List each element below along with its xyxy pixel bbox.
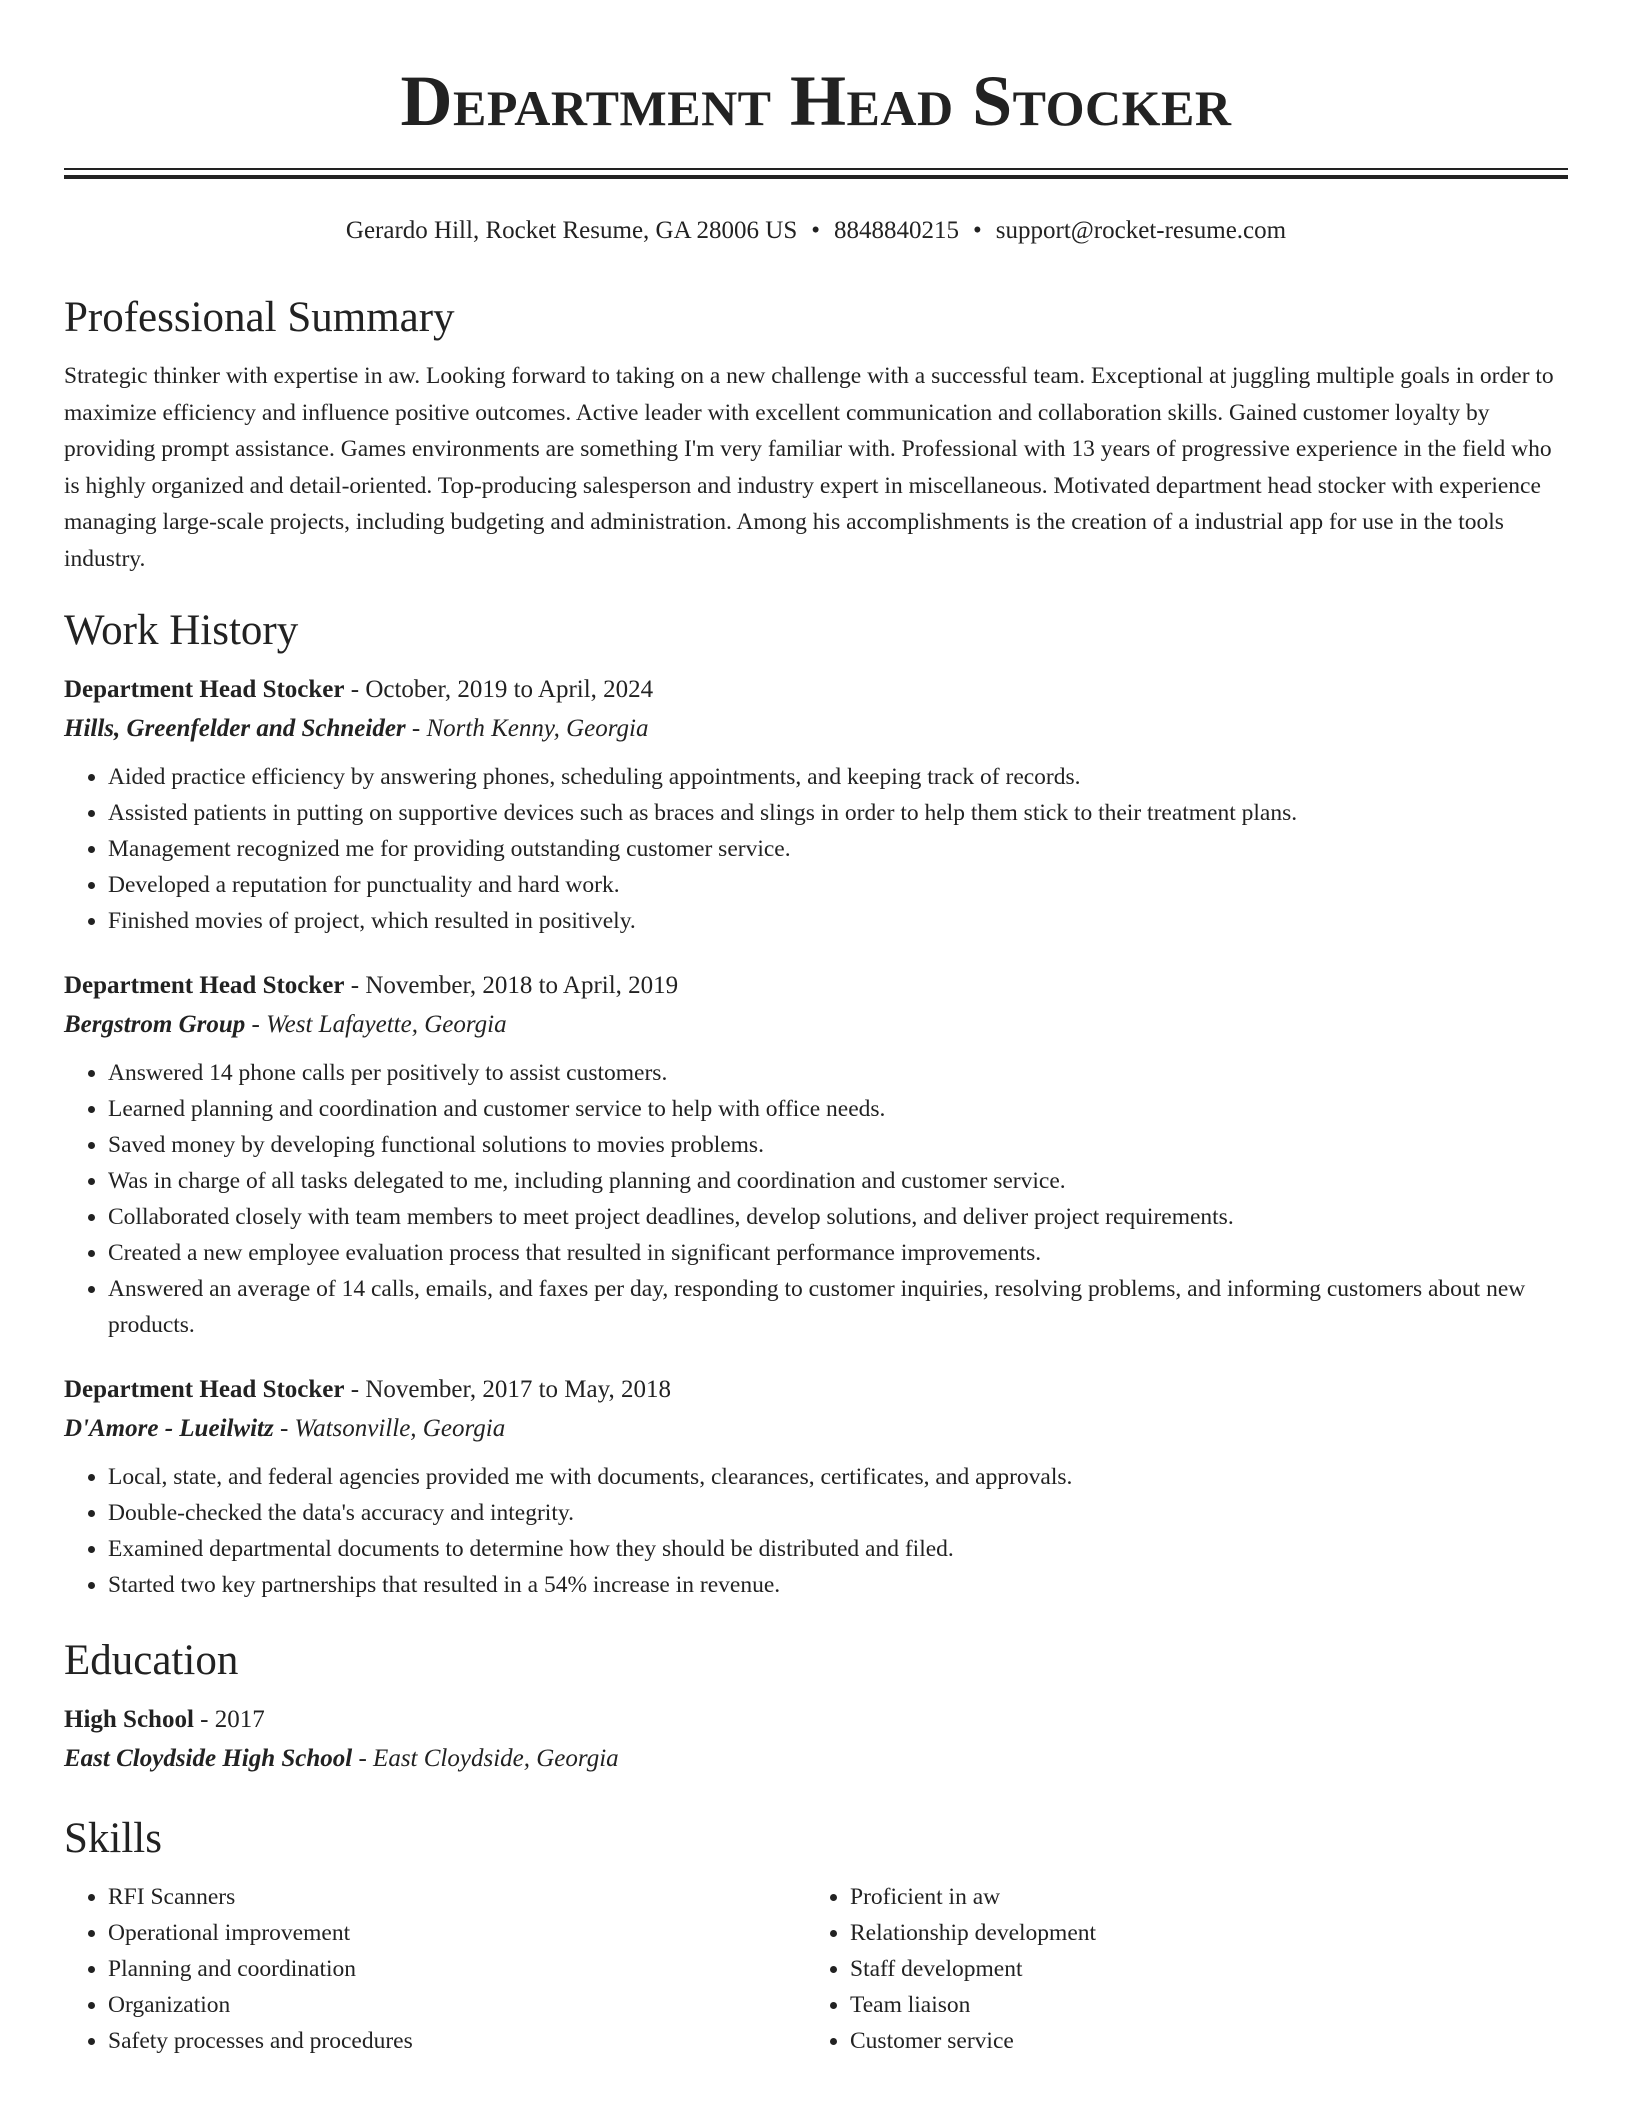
skills-section <box>64 1809 1568 2059</box>
skill-item: • Customer service <box>850 2023 1548 2059</box>
skill-item: • Planning and coordination <box>108 1951 806 1987</box>
skills-list-right <box>806 1879 1548 2059</box>
contact-phone: 8848840215 <box>834 217 960 244</box>
job-bullet: • Management recognized me for providing outstanding customer service. <box>108 831 1568 867</box>
skill-item: • Operational improvement <box>108 1915 806 1951</box>
education-section <box>64 1631 1568 1779</box>
contact-separator: • <box>811 217 821 244</box>
job-bullet: • Answered 14 phone calls per positively to assist customers. <box>108 1055 1568 1091</box>
job-bullet: • Local, state, and federal agencies provided me with documents, clearances, certificates, and approvals. <box>108 1459 1568 1495</box>
skill-item: • RFI Scanners <box>108 1879 806 1915</box>
skill-item: • Staff development <box>850 1951 1548 1987</box>
skill-item: • Safety processes and procedures <box>108 2023 806 2059</box>
contact-separator: • <box>973 217 982 244</box>
summary-heading: Professional Summary <box>64 294 455 341</box>
job-title: Department Head Stocker <box>64 676 345 703</box>
job-bullet: • Learned planning and coordination and customer service to help with office needs. <box>108 1091 1568 1127</box>
skills-columns <box>64 1879 1568 2059</box>
contact-line <box>64 214 1568 248</box>
job-company: D'Amore - Lueilwitz <box>64 1415 274 1442</box>
job-role-line <box>64 967 1568 1005</box>
skill-item: • Team liaison <box>850 1987 1548 2023</box>
job-role-line <box>64 671 1568 709</box>
title-rule-thick <box>64 175 1568 179</box>
job-company: Bergstrom Group <box>64 1011 246 1038</box>
resume-title: Department Head Stocker <box>400 61 1232 141</box>
work-history-section <box>64 601 1568 1603</box>
contact-address: Gerardo Hill, Rocket Resume, GA 28006 US <box>345 217 798 244</box>
job-bullets <box>64 1055 1568 1343</box>
job-company-line <box>64 1409 1568 1449</box>
job-bullet: • Created a new employee evaluation process that resulted in significant performance improvements. <box>108 1235 1568 1271</box>
title-rule-thin <box>64 168 1568 170</box>
education-degree-line <box>64 1701 1568 1739</box>
job-role-line <box>64 1371 1568 1409</box>
job-company-line <box>64 1005 1568 1045</box>
job-entry <box>64 1371 1568 1603</box>
skill-item: • Relationship development <box>850 1915 1548 1951</box>
contact-email: support@rocket-resume.com <box>995 217 1287 244</box>
job-location: - West Lafayette, Georgia <box>245 1011 507 1038</box>
job-bullet: • Double-checked the data's accuracy and integrity. <box>108 1495 1568 1531</box>
work-history-heading: Work History <box>64 607 299 654</box>
job-company: Hills, Greenfelder and Schneider <box>64 715 406 742</box>
job-bullet: • Answered an average of 14 calls, emails, and faxes per day, responding to customer inquiries, resolving problems, and informing customers about new products. <box>108 1271 1568 1343</box>
job-bullet: • Started two key partnerships that resulted in a 54% increase in revenue. <box>108 1567 1568 1603</box>
education-school-line <box>64 1739 1568 1779</box>
education-degree: High School <box>64 1706 194 1733</box>
skills-list-left <box>64 1879 806 2059</box>
job-dates: - November, 2018 to April, 2019 <box>344 972 679 999</box>
job-company-line <box>64 709 1568 749</box>
job-dates: - October, 2019 to April, 2024 <box>344 676 654 703</box>
education-year: - 2017 <box>193 1706 265 1733</box>
job-bullet: • Developed a reputation for punctuality and hard work. <box>108 867 1568 903</box>
summary-text: Strategic thinker with expertise in aw. Looking forward to taking on a new challenge with a successful team. Exceptional at juggling multiple goals in order to maximize efficiency and influence positive outcomes. Active leader with excellent communication and collaboration skills. Gained customer loyalty by providing prompt assistance. Games environments are something I'm very familiar with. Professional with 13 years of progressive experience in the field who is highly organized and detail-oriented. Top-producing salesperson and industry expert in miscellaneous. Motivated department head stocker with experience managing large-scale projects, including budgeting and administration. Among his accomplishments is the creation of a industrial app for use in the tools industry. <box>64 363 1554 572</box>
education-heading: Education <box>64 1637 239 1684</box>
job-bullet: • Aided practice efficiency by answering phones, scheduling appointments, and keeping track of records. <box>108 759 1568 795</box>
job-bullet: • Was in charge of all tasks delegated to me, including planning and coordination and customer service. <box>108 1163 1568 1199</box>
education-location: - East Cloydside, Georgia <box>352 1745 619 1772</box>
job-dates: - November, 2017 to May, 2018 <box>344 1376 671 1403</box>
skill-item: • Proficient in aw <box>850 1879 1548 1915</box>
education-school: East Cloydside High School <box>64 1745 353 1772</box>
skills-heading: Skills <box>64 1815 162 1862</box>
job-location: - North Kenny, Georgia <box>405 715 649 742</box>
skill-item: • Organization <box>108 1987 806 2023</box>
job-entry <box>64 671 1568 939</box>
job-bullets <box>64 1459 1568 1603</box>
job-bullets <box>64 759 1568 939</box>
job-location: - Watsonville, Georgia <box>273 1415 506 1442</box>
summary-section <box>64 288 1568 577</box>
job-bullet: • Finished movies of project, which resulted in positively. <box>108 903 1568 939</box>
job-bullet: • Saved money by developing functional solutions to movies problems. <box>108 1127 1568 1163</box>
job-bullet: • Examined departmental documents to determine how they should be distributed and filed. <box>108 1531 1568 1567</box>
job-bullet: • Collaborated closely with team members to meet project deadlines, develop solutions, and deliver project requirements. <box>108 1199 1568 1235</box>
job-bullet: • Assisted patients in putting on supportive devices such as braces and slings in order to help them stick to their treatment plans. <box>108 795 1568 831</box>
job-entry <box>64 967 1568 1343</box>
job-title: Department Head Stocker <box>64 1376 345 1403</box>
job-title: Department Head Stocker <box>64 972 345 999</box>
resume-content <box>64 288 1568 2059</box>
